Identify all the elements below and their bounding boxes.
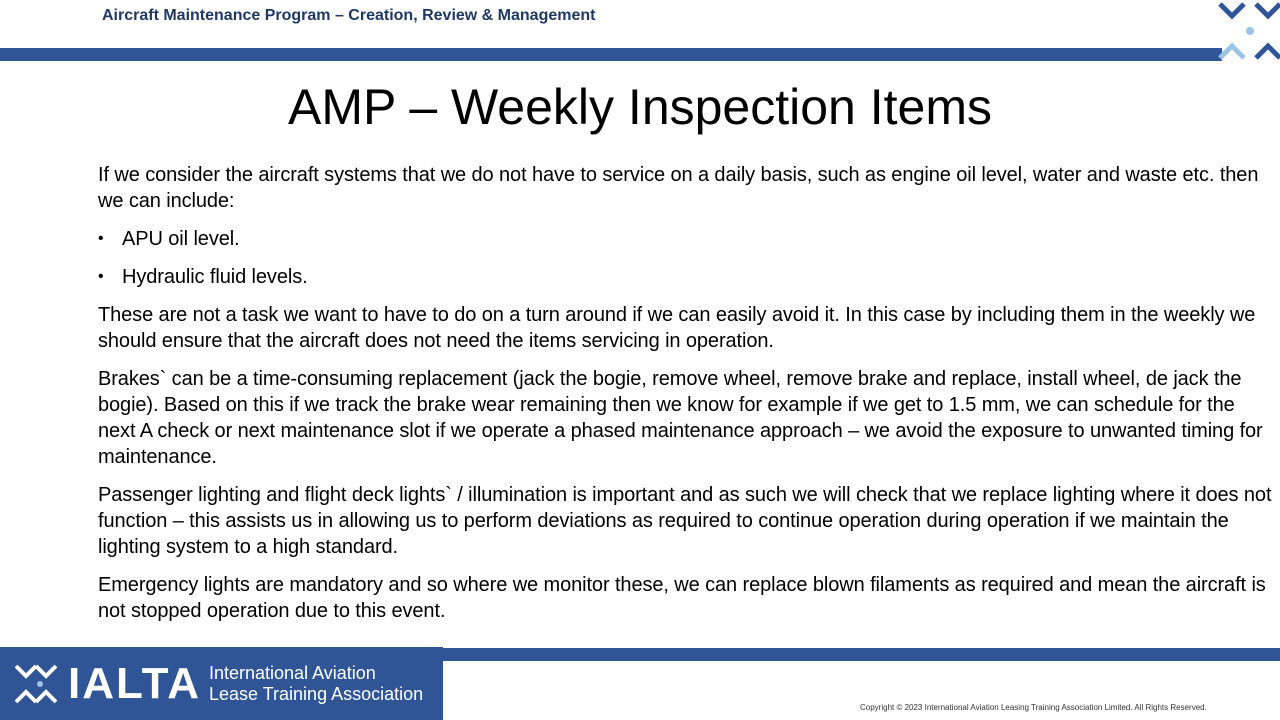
footer-org-name xyxy=(209,663,423,705)
header-title: Aircraft Maintenance Program – Creation, Review & Management xyxy=(102,7,596,24)
footer-org-line1: International Aviation xyxy=(209,662,376,683)
ialta-logo-icon xyxy=(1216,0,1280,62)
ialta-mark-icon xyxy=(14,662,58,706)
bullet-icon: • xyxy=(98,230,104,247)
bullet-icon: • xyxy=(98,268,104,285)
bottom-divider-bar xyxy=(443,648,1280,661)
body-paragraph: Emergency lights are mandatory and so where we monitor these, we can replace blown filaments as required and mean the aircraft is not stopped operation due to this event. xyxy=(98,574,1266,622)
copyright-notice: Copyright © 2023 International Aviation Leasing Training Association Limited. All Rights Reserved. xyxy=(860,703,1207,712)
list-item-text: Hydraulic fluid levels. xyxy=(122,266,308,288)
inspection-list xyxy=(98,226,1273,290)
footer-org-line2: Lease Training Association xyxy=(209,683,424,704)
body-paragraph: Brakes` can be a time-consuming replacement (jack the bogie, remove wheel, remove brake and replace, install wheel, de jack the bogie). Based on this if we track the brake wear remaining then we know for example if we get to 1.5 mm, we can schedule for the next A check or next maintenance slot if we operate a phased maintenance approach – we avoid the exposure to unwanted timing for maintenance. xyxy=(98,368,1263,468)
body-paragraph: Passenger lighting and flight deck lights` / illumination is important and as such we will check that we replace lighting where it does not function – this assists us in allowing us to perform deviations as required to continue operation during operation if we maintain the lighting system to a high standard. xyxy=(98,484,1272,558)
list-item-text: APU oil level. xyxy=(122,228,240,250)
footer-logo xyxy=(0,647,443,720)
top-divider-bar xyxy=(0,48,1222,61)
list-item xyxy=(98,226,1273,252)
footer-brand: IALTA xyxy=(68,658,201,708)
slide-title: AMP – Weekly Inspection Items xyxy=(287,79,992,135)
list-item xyxy=(98,264,1273,290)
body-paragraph: These are not a task we want to have to do on a turn around if we can easily avoid it. In this case by including them in the weekly we should ensure that the aircraft does not need the items servicing in operation. xyxy=(98,304,1256,352)
intro-paragraph: If we consider the aircraft systems that we do not have to service on a daily basis, such as engine oil level, water and waste etc. then we can include: xyxy=(98,164,1259,212)
slide-body xyxy=(98,162,1273,636)
